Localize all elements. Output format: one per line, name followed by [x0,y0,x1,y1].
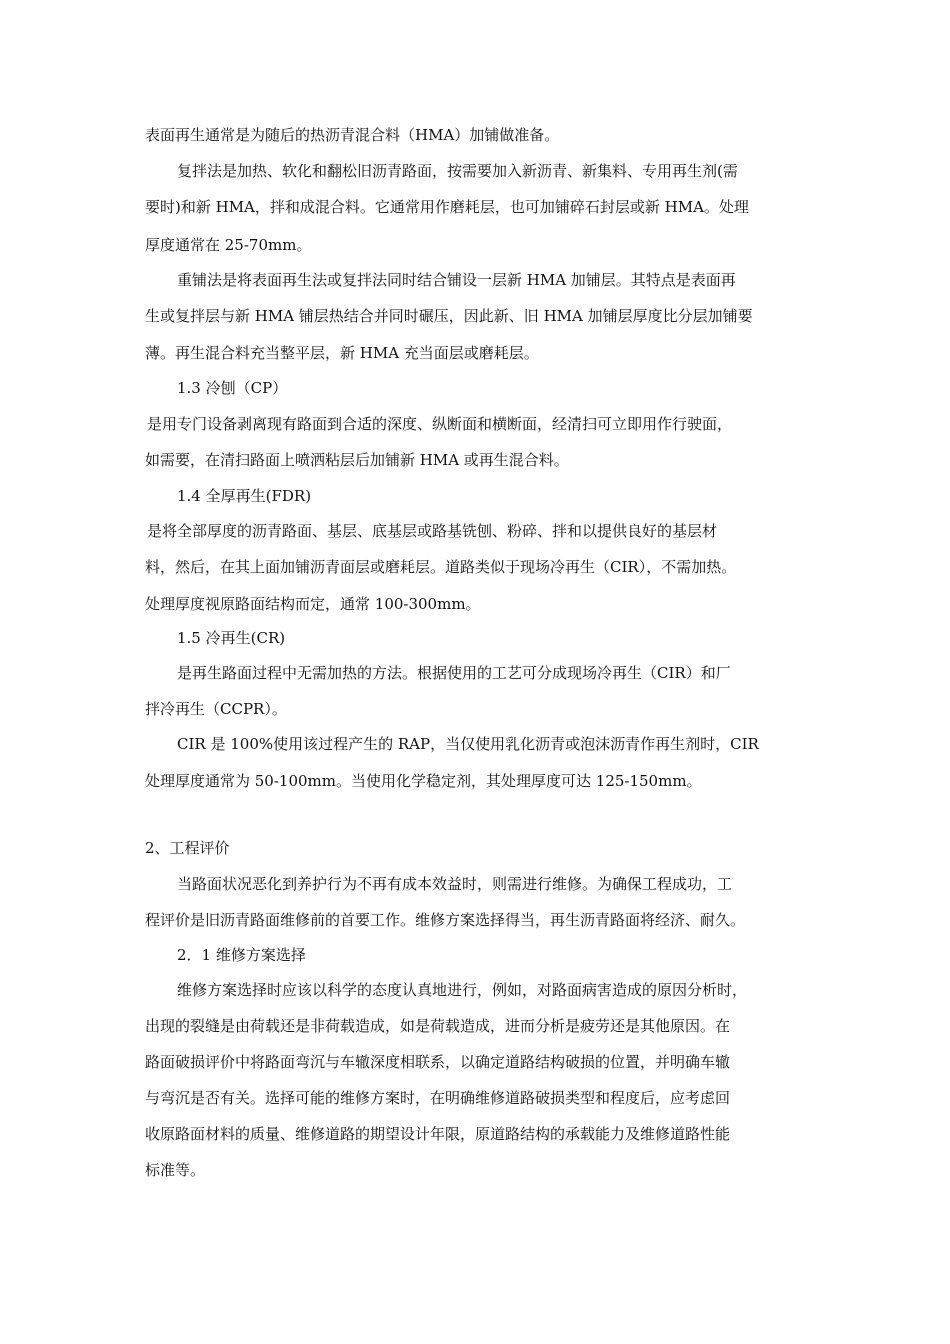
paragraph-line: 收原路面材料的质量、维修道路的期望设计年限，原道路结构的承载能力及维修道路性能 [145,1125,731,1143]
paragraph-line: 薄。再生混合料充当整平层，新 HMA 充当面层或磨耗层。 [145,344,539,362]
paragraph-line: 生或复拌层与新 HMA 铺层热结合并同时碾压，因此新、旧 HMA 加铺层厚度比分层加铺要 [145,307,753,325]
paragraph-line: 厚度通常在 25-70mm。 [145,236,312,254]
section-heading: 1.3 冷刨（CP） [177,379,288,397]
paragraph-line: 重铺法是将表面再生法或复拌法同时结合铺设一层新 HMA 加铺层。其特点是表面再 [177,271,736,289]
paragraph-line: 是再生路面过程中无需加热的方法。根据使用的工艺可分成现场冷再生（CIR）和厂 [177,664,731,682]
paragraph-line: 处理厚度通常为 50-100mm。当使用化学稳定剂，其处理厚度可达 125-150mm。 [145,772,702,790]
paragraph-line: 拌冷再生（CCPR）。 [145,700,287,718]
paragraph-line: CIR 是 100%使用该过程产生的 RAP，当仅使用乳化沥青或泡沫沥青作再生剂时，CIR [177,735,759,753]
paragraph-line: 复拌法是加热、软化和翻松旧沥青路面，按需要加入新沥青、新集料、专用再生剂(需 [177,162,738,180]
paragraph-line: 是用专门设备剥离现有路面到合适的深度、纵断面和横断面，经清扫可立即用作行驶面， [147,415,733,433]
paragraph-line: 标准等。 [145,1161,206,1179]
section-heading: 1.4 全厚再生(FDR) [177,487,312,505]
paragraph-line: 出现的裂缝是由荷载还是非荷载造成，如是荷载造成，进而分析是疲劳还是其他原因。在 [145,1017,731,1035]
paragraph-line: 如需要，在清扫路面上喷洒粘层后加铺新 HMA 或再生混合料。 [145,451,569,469]
section-heading: 1.5 冷再生(CR) [177,629,286,647]
paragraph-line: 与弯沉是否有关。选择可能的维修方案时，在明确维修道路破损类型和程度后，应考虑回 [145,1089,731,1107]
paragraph-line: 要时)和新 HMA，拌和成混合料。它通常用作磨耗层，也可加铺碎石封层或新 HMA。处理 [145,198,749,216]
paragraph-line: 是将全部厚度的沥青路面、基层、底基层或路基铣刨、粉碎、拌和以提供良好的基层材 [147,522,718,540]
paragraph-line: 处理厚度视原路面结构而定，通常 100-300mm。 [145,595,481,613]
paragraph-line: 料，然后，在其上面加铺沥青面层或磨耗层。道路类似于现场冷再生（CIR），不需加热。 [145,558,737,576]
section-heading: 2、工程评价 [145,839,230,857]
paragraph-line: 表面再生通常是为随后的热沥青混合料（HMA）加铺做准备。 [145,126,560,144]
paragraph-line: 路面破损评价中将路面弯沉与车辙深度相联系，以确定道路结构破损的位置，并明确车辙 [145,1053,731,1071]
paragraph-line: 当路面状况恶化到养护行为不再有成本效益时，则需进行维修。为确保工程成功，工 [177,875,733,893]
paragraph-line: 维修方案选择时应该以科学的态度认真地进行，例如，对路面病害造成的原因分析时， [177,981,748,999]
section-heading: 2．1 维修方案选择 [177,946,306,964]
paragraph-line: 程评价是旧沥青路面维修前的首要工作。维修方案选择得当，再生沥青路面将经济、耐久。 [145,911,746,929]
